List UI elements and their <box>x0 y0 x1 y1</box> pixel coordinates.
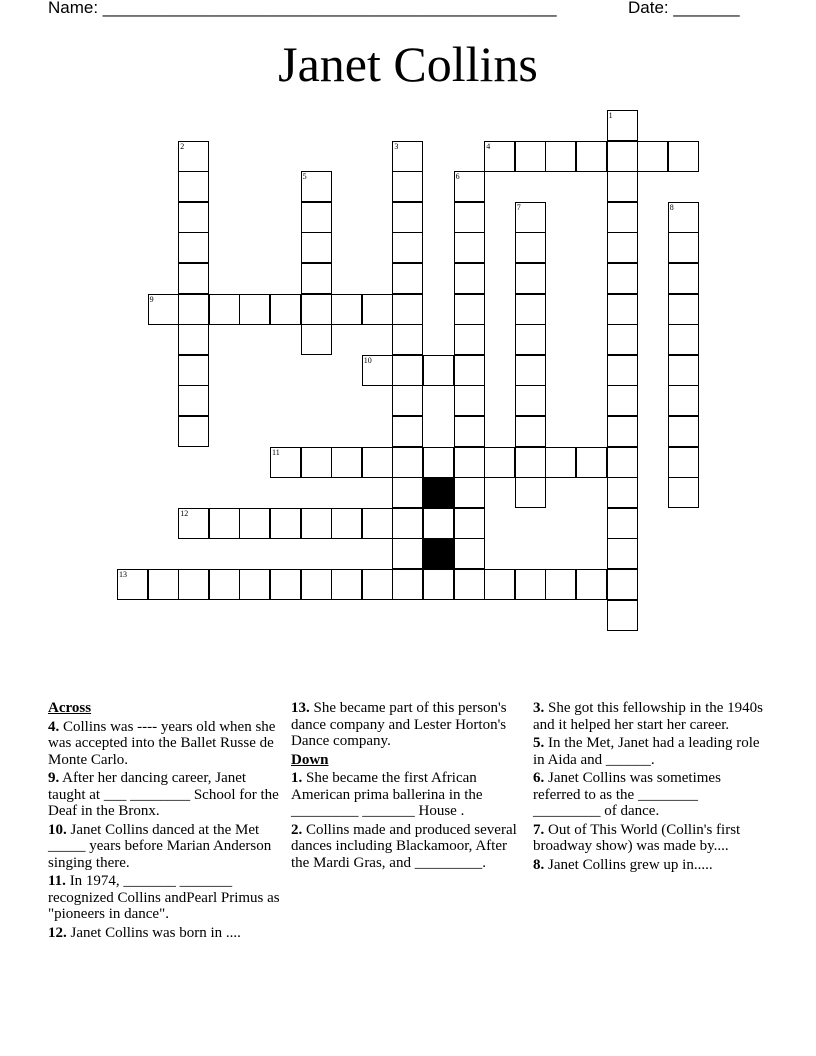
grid-cell[interactable] <box>301 324 332 355</box>
grid-cell[interactable] <box>607 355 638 386</box>
grid-cell[interactable] <box>423 569 454 600</box>
clue-number: 12 <box>180 508 189 518</box>
grid-cell[interactable] <box>117 569 148 600</box>
grid-cell[interactable] <box>392 508 423 539</box>
clue-item-number: 7. <box>533 821 545 838</box>
clue-item-text: In 1974, _______ _______ recognized Collins andPearl Primus as "pioneers in dance". <box>48 873 280 922</box>
clue-item <box>291 770 527 820</box>
grid-cell[interactable] <box>392 477 423 508</box>
grid-cell[interactable] <box>607 232 638 263</box>
grid-cell[interactable] <box>301 294 332 325</box>
grid-cell[interactable] <box>148 569 179 600</box>
grid-cell[interactable] <box>301 447 332 478</box>
clue-item-text: Out of This World (Collin's first broadway show) was made by.... <box>533 821 741 854</box>
grid-cell[interactable] <box>515 569 546 600</box>
grid-cell[interactable] <box>515 202 546 233</box>
grid-cell[interactable] <box>392 232 423 263</box>
grid-cell[interactable] <box>545 569 576 600</box>
grid-cell[interactable] <box>668 447 699 478</box>
clue-item-text: Janet Collins was born in .... <box>66 924 241 941</box>
grid-cell[interactable] <box>148 294 179 325</box>
grid-cell[interactable] <box>454 385 485 416</box>
grid-cell[interactable] <box>362 294 393 325</box>
grid-cell[interactable] <box>270 569 301 600</box>
clue-item <box>48 873 284 923</box>
grid-cell[interactable] <box>301 569 332 600</box>
grid-cell[interactable] <box>362 355 393 386</box>
grid-cell[interactable] <box>668 263 699 294</box>
clue-item-number: 6. <box>533 770 545 786</box>
grid-cell[interactable] <box>484 141 515 172</box>
grid-cell[interactable] <box>515 447 546 478</box>
grid-cell[interactable] <box>668 324 699 355</box>
grid-cell[interactable] <box>392 447 423 478</box>
grid-cell[interactable] <box>454 569 485 600</box>
grid-cell[interactable] <box>178 294 209 325</box>
grid-cell[interactable] <box>607 477 638 508</box>
grid-cell[interactable] <box>515 324 546 355</box>
clue-number: 8 <box>669 202 674 212</box>
clue-number: 3 <box>394 141 399 151</box>
grid-cell[interactable] <box>362 508 393 539</box>
clue-number: 13 <box>119 570 127 579</box>
grid-cell[interactable] <box>178 141 209 172</box>
grid-cell[interactable] <box>423 447 454 478</box>
grid-cell[interactable] <box>668 385 699 416</box>
page-title: Janet Collins <box>278 36 538 92</box>
grid-cell[interactable] <box>607 110 638 141</box>
grid-cell[interactable] <box>331 569 362 600</box>
clue-item-number: 11. <box>48 873 66 889</box>
section-heading-across: Across <box>48 700 92 716</box>
grid-cell[interactable] <box>545 447 576 478</box>
grid-cell[interactable] <box>454 171 485 202</box>
clue-item-text: Collins made and produced several dances including Blackamoor, After the Mardi Gras, and _________. <box>291 821 517 871</box>
grid-cell[interactable] <box>454 232 485 263</box>
clue-number: 6 <box>455 172 460 182</box>
clue-item-number: 8. <box>533 856 545 873</box>
grid-cell[interactable] <box>454 477 485 508</box>
grid-cell[interactable] <box>576 141 607 172</box>
grid-cell[interactable] <box>239 294 270 325</box>
clue-item-number: 3. <box>533 700 545 716</box>
grid-cell[interactable] <box>392 385 423 416</box>
clue-item-text: She became part of this person's dance company and Lester Horton's Dance company. <box>291 700 507 749</box>
clue-column-1 <box>48 700 284 943</box>
clue-item-text: Collins was ---- years old when she was accepted into the Ballet Russe de Monte Carlo. <box>48 718 276 768</box>
grid-cell[interactable] <box>668 202 699 233</box>
clue-item <box>533 700 769 733</box>
clue-item-number: 10. <box>48 821 67 838</box>
grid-cell[interactable] <box>668 477 699 508</box>
clue-item <box>533 770 769 820</box>
clue-number: 9 <box>149 294 154 304</box>
clue-number: 11 <box>272 447 280 457</box>
grid-cell[interactable] <box>454 508 485 539</box>
grid-cell[interactable] <box>331 508 362 539</box>
grid-cell[interactable] <box>454 202 485 233</box>
grid-cell[interactable] <box>178 171 209 202</box>
grid-cell[interactable] <box>454 355 485 386</box>
clue-item-number: 5. <box>533 735 545 751</box>
grid-cell[interactable] <box>392 355 423 386</box>
clue-item <box>291 700 527 750</box>
grid-cell[interactable] <box>607 385 638 416</box>
grid-cell[interactable] <box>362 569 393 600</box>
clue-item-number: 1. <box>291 770 303 786</box>
clue-item-text: Janet Collins danced at the Met _____ years before Marian Anderson singing there. <box>48 821 272 871</box>
grid-cell[interactable] <box>178 355 209 386</box>
grid-cell[interactable] <box>392 171 423 202</box>
clue-item-text: Janet Collins was sometimes referred to as the ________ _________ of dance. <box>533 770 721 819</box>
grid-cell[interactable] <box>515 355 546 386</box>
grid-cell[interactable] <box>178 263 209 294</box>
clue-item-number: 12. <box>48 924 67 941</box>
grid-cell[interactable] <box>454 447 485 478</box>
grid-cell[interactable] <box>301 171 332 202</box>
grid-cell[interactable] <box>301 232 332 263</box>
grid-cell[interactable] <box>423 508 454 539</box>
grid-cell[interactable] <box>607 202 638 233</box>
clue-number: 10 <box>363 355 372 365</box>
grid-cell[interactable] <box>392 294 423 325</box>
grid-cell[interactable] <box>454 324 485 355</box>
clue-item <box>291 822 527 872</box>
clue-number: 5 <box>302 172 307 182</box>
grid-cell[interactable] <box>270 447 301 478</box>
clue-column-3 <box>533 700 769 875</box>
grid-cell[interactable] <box>454 416 485 447</box>
clue-item-number: 9. <box>48 770 60 786</box>
grid-cell[interactable] <box>392 324 423 355</box>
grid-cell[interactable] <box>454 294 485 325</box>
grid-cell[interactable] <box>515 141 546 172</box>
clue-number: 2 <box>180 141 185 151</box>
section-heading-down: Down <box>291 751 329 768</box>
grid-cell[interactable] <box>301 508 332 539</box>
grid-cell[interactable] <box>209 569 240 600</box>
clue-item-text: She got this fellowship in the 1940s and it helped her start her career. <box>533 700 763 733</box>
grid-cell[interactable] <box>209 508 240 539</box>
clue-item-text: In the Met, Janet had a leading role in Aida and ______. <box>533 735 760 768</box>
grid-cell[interactable] <box>178 508 209 539</box>
grid-cell[interactable] <box>515 477 546 508</box>
clue-number: 4 <box>486 141 491 151</box>
clue-item <box>533 822 769 855</box>
clue-item-text: After her dancing career, Janet taught at ___ ________ School for the Deaf in the Bronx. <box>48 770 279 819</box>
grid-cell[interactable] <box>515 232 546 263</box>
grid-cell[interactable] <box>178 416 209 447</box>
grid-cell[interactable] <box>607 569 638 600</box>
grid-cell[interactable] <box>668 416 699 447</box>
clue-item <box>48 925 284 942</box>
grid-cell[interactable] <box>178 569 209 600</box>
grid-cell[interactable] <box>515 263 546 294</box>
name-field[interactable]: Name: ________________________________________________ <box>48 0 557 17</box>
grid-cell[interactable] <box>392 416 423 447</box>
clue-item <box>533 857 769 874</box>
grid-cell[interactable] <box>301 263 332 294</box>
grid-cell[interactable] <box>270 508 301 539</box>
black-cell <box>423 477 454 508</box>
grid-cell[interactable] <box>454 263 485 294</box>
clue-item-number: 4. <box>48 718 60 735</box>
clue-item <box>533 735 769 768</box>
clue-item-text: Janet Collins grew up in..... <box>544 856 713 873</box>
grid-cell[interactable] <box>668 232 699 263</box>
grid-cell[interactable] <box>454 538 485 569</box>
grid-cell[interactable] <box>607 141 638 172</box>
grid-cell[interactable] <box>607 600 638 631</box>
clue-item <box>48 719 284 769</box>
grid-cell[interactable] <box>392 538 423 569</box>
grid-cell[interactable] <box>607 171 638 202</box>
grid-cell[interactable] <box>607 416 638 447</box>
grid-cell[interactable] <box>668 355 699 386</box>
grid-cell[interactable] <box>331 447 362 478</box>
clue-item-number: 2. <box>291 821 303 838</box>
grid-cell[interactable] <box>392 263 423 294</box>
date-field[interactable]: Date: _______ <box>628 0 740 17</box>
grid-cell[interactable] <box>423 355 454 386</box>
grid-cell[interactable] <box>270 294 301 325</box>
grid-cell[interactable] <box>331 294 362 325</box>
grid-cell[interactable] <box>239 569 270 600</box>
clue-number: 1 <box>608 111 613 120</box>
clue-column-2 <box>291 700 527 873</box>
grid-cell[interactable] <box>301 202 332 233</box>
grid-cell[interactable] <box>607 324 638 355</box>
clue-item <box>48 822 284 872</box>
grid-cell[interactable] <box>392 141 423 172</box>
clue-item <box>48 770 284 820</box>
grid-cell[interactable] <box>178 324 209 355</box>
grid-cell[interactable] <box>607 538 638 569</box>
grid-cell[interactable] <box>607 294 638 325</box>
grid-cell[interactable] <box>515 385 546 416</box>
grid-cell[interactable] <box>209 294 240 325</box>
grid-cell[interactable] <box>515 416 546 447</box>
grid-cell[interactable] <box>239 508 270 539</box>
grid-cell[interactable] <box>392 202 423 233</box>
grid-cell[interactable] <box>178 385 209 416</box>
clue-item-text: She became the first African American prima ballerina in the _________ _______ House . <box>291 770 483 819</box>
grid-cell[interactable] <box>515 294 546 325</box>
grid-cell[interactable] <box>607 263 638 294</box>
grid-cell[interactable] <box>392 569 423 600</box>
grid-cell[interactable] <box>637 141 668 172</box>
grid-cell[interactable] <box>576 447 607 478</box>
grid-cell[interactable] <box>545 141 576 172</box>
grid-cell[interactable] <box>607 447 638 478</box>
grid-cell[interactable] <box>607 508 638 539</box>
grid-cell[interactable] <box>178 202 209 233</box>
clue-number: 7 <box>516 202 521 212</box>
grid-cell[interactable] <box>576 569 607 600</box>
grid-cell[interactable] <box>484 569 515 600</box>
grid-cell[interactable] <box>178 232 209 263</box>
grid-cell[interactable] <box>668 294 699 325</box>
black-cell <box>423 538 454 569</box>
clue-item-number: 13. <box>291 700 310 716</box>
grid-cell[interactable] <box>668 141 699 172</box>
grid-cell[interactable] <box>362 447 393 478</box>
grid-cell[interactable] <box>484 447 515 478</box>
